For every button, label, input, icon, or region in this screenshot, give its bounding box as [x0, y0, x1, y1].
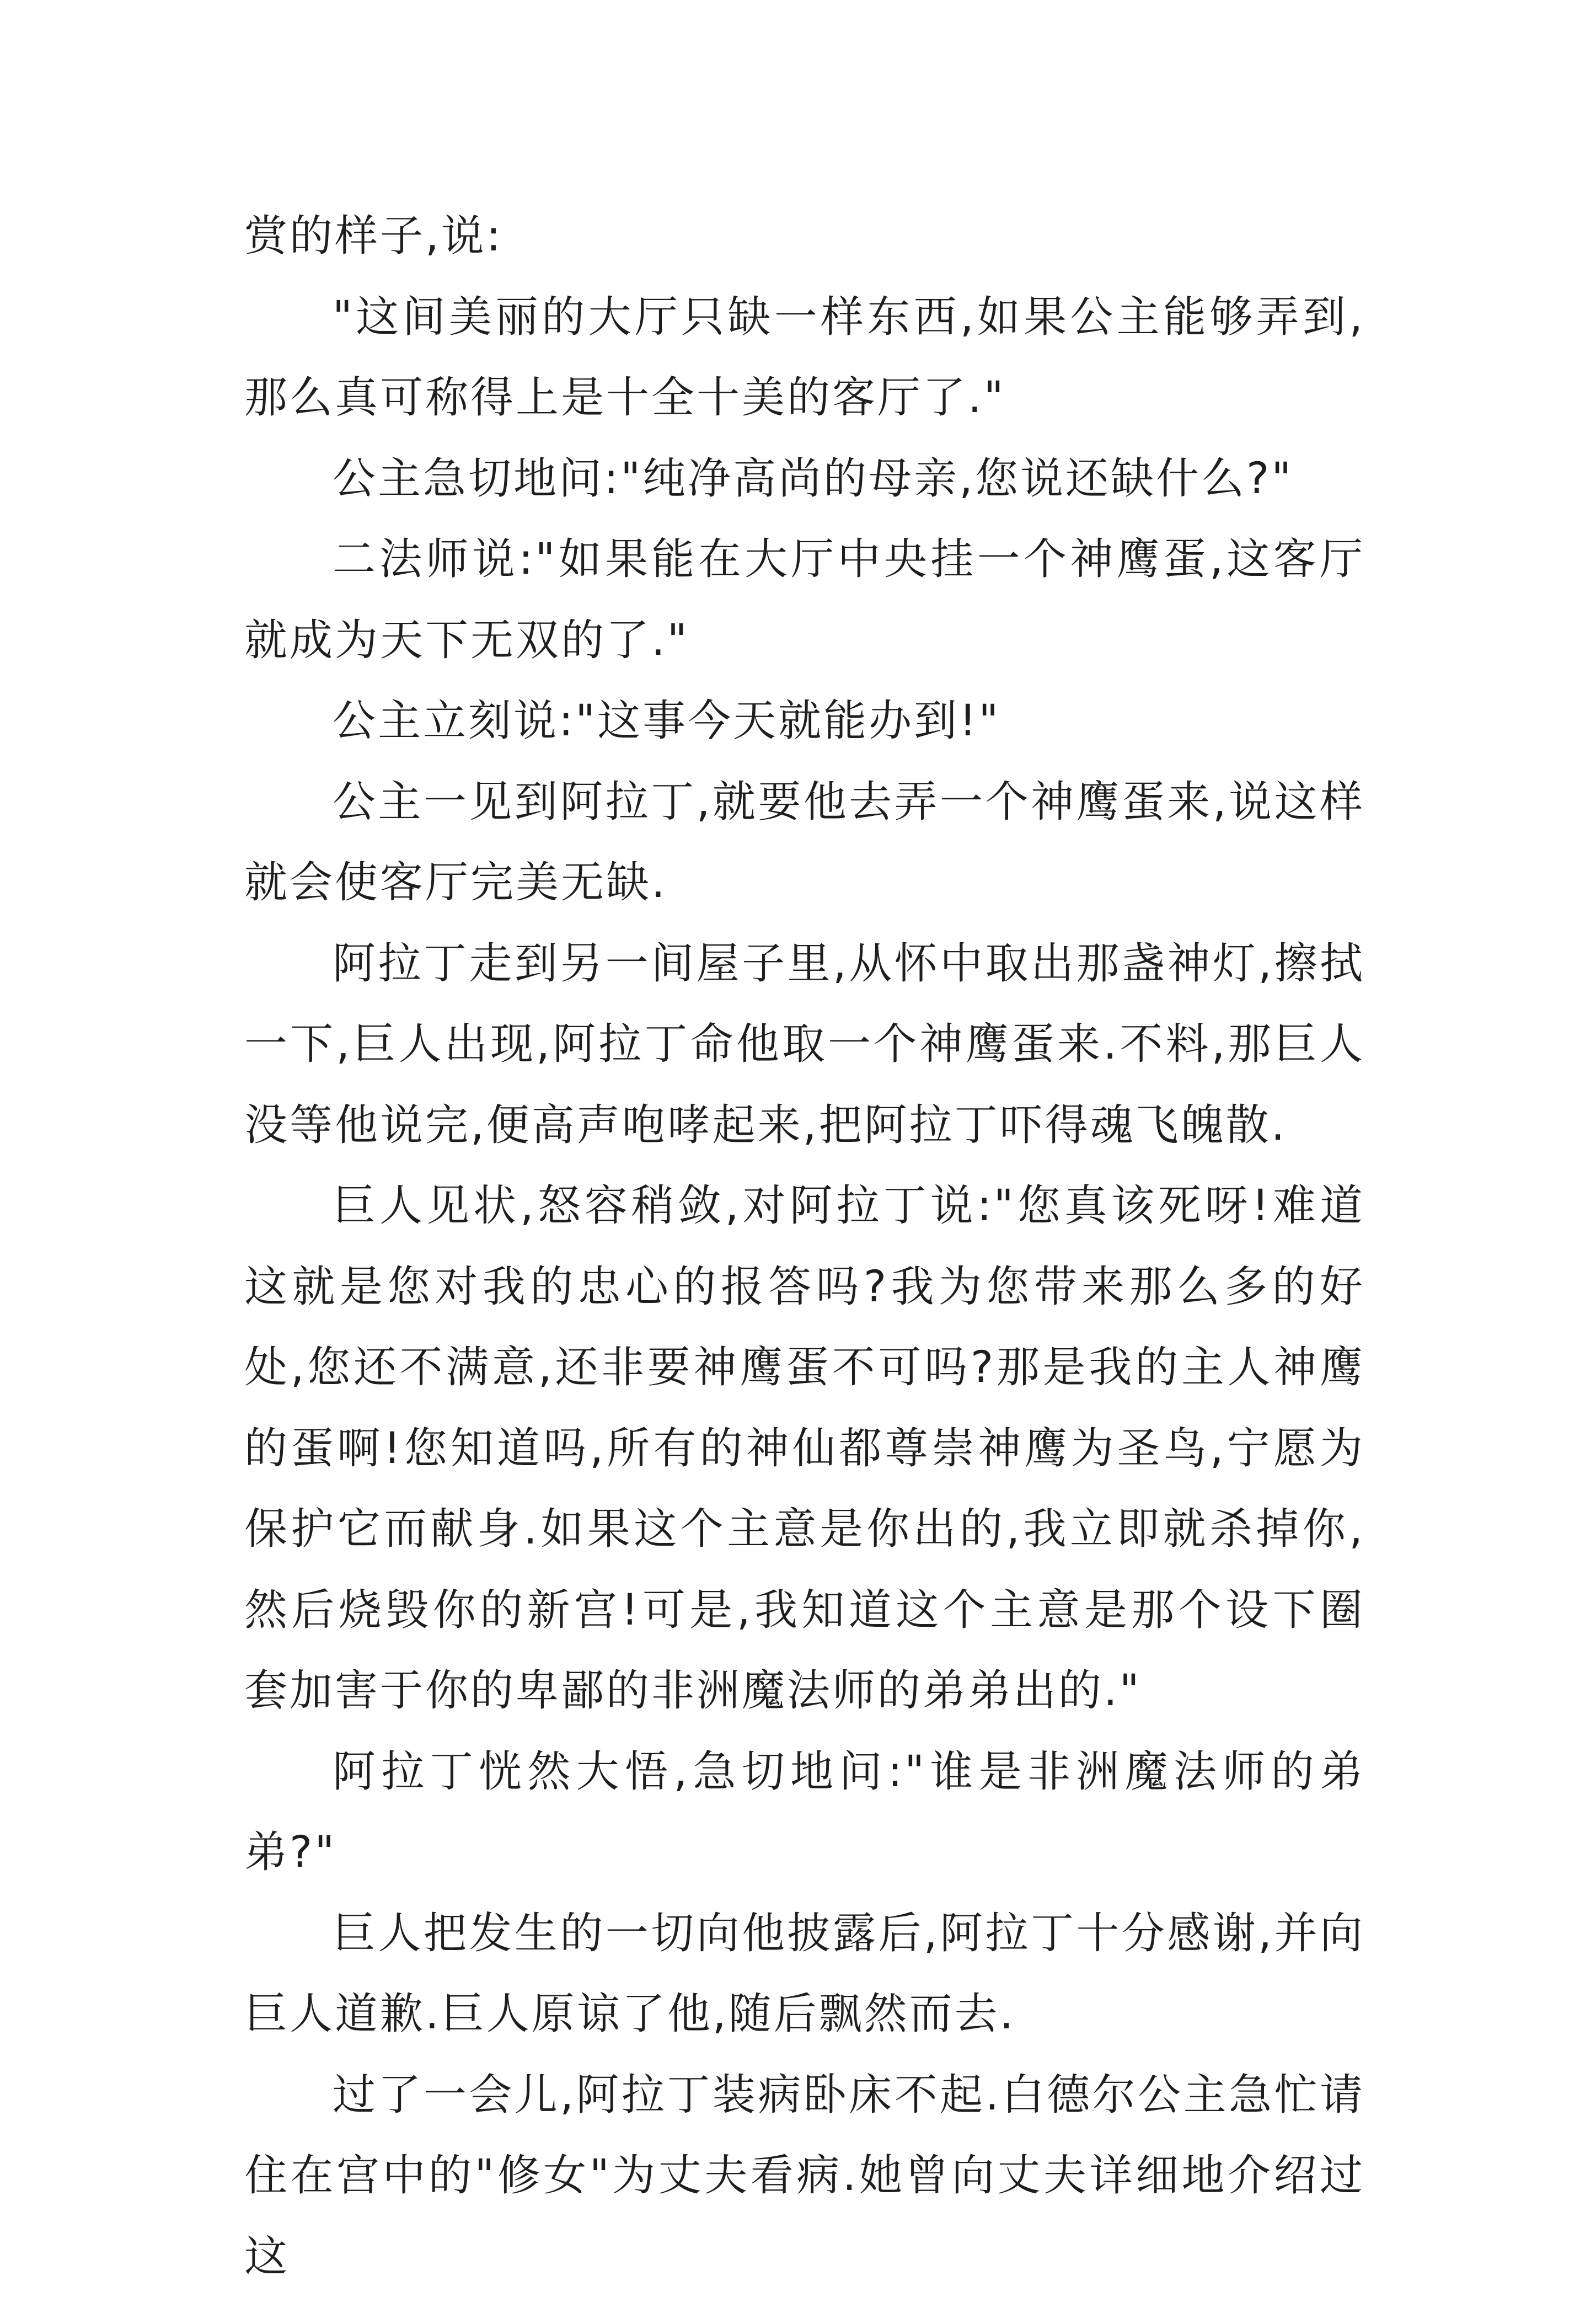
- paragraph-10: 巨人把发生的一切向他披露后,阿拉丁十分感谢,并向巨人道歉.巨人原谅了他,随后飘然而去.: [244, 1893, 1365, 2055]
- paragraph-6: 公主一见到阿拉丁,就要他去弄一个神鹰蛋来,说这样就会使客厅完美无缺.: [244, 762, 1365, 923]
- paragraph-4: 二法师说:"如果能在大厅中央挂一个神鹰蛋,这客厅就成为天下无双的了.": [244, 519, 1365, 681]
- paragraph-7: 阿拉丁走到另一间屋子里,从怀中取出那盏神灯,擦拭一下,巨人出现,阿拉丁命他取一个神鹰蛋来.不料,那巨人没等他说完,便高声咆哮起来,把阿拉丁吓得魂飞魄散.: [244, 923, 1365, 1166]
- body-text: [244, 196, 1365, 2297]
- paragraph-3: 公主急切地问:"纯净高尚的母亲,您说还缺什么?": [244, 439, 1365, 520]
- paragraph-8: 巨人见状,怒容稍敛,对阿拉丁说:"您真该死呀!难道这就是您对我的忠心的报答吗?我为您带来那么多的好处,您还不满意,还非要神鹰蛋不可吗?那是我的主人神鹰的蛋啊!您知道吗,所有的神仙都尊崇神鹰为圣鸟,宁愿为保护它而献身.如果这个主意是你出的,我立即就杀掉你,然后烧毁你的新宫!可是,我知道这个主意是那个设下圈套加害于你的卑鄙的非洲魔法师的弟弟出的.": [244, 1166, 1365, 1732]
- paragraph-5: 公主立刻说:"这事今天就能办到!": [244, 681, 1365, 762]
- paragraph-1: 赏的样子,说:: [244, 196, 1365, 277]
- paragraph-9: 阿拉丁恍然大悟,急切地问:"谁是非洲魔法师的弟弟?": [244, 1732, 1365, 1893]
- paragraph-2: "这间美丽的大厅只缺一样东西,如果公主能够弄到,那么真可称得上是十全十美的客厅了.": [244, 277, 1365, 439]
- paragraph-11: 过了一会儿,阿拉丁装病卧床不起.白德尔公主急忙请住在宫中的"修女"为丈夫看病.她曾向丈夫详细地介绍过这: [244, 2055, 1365, 2297]
